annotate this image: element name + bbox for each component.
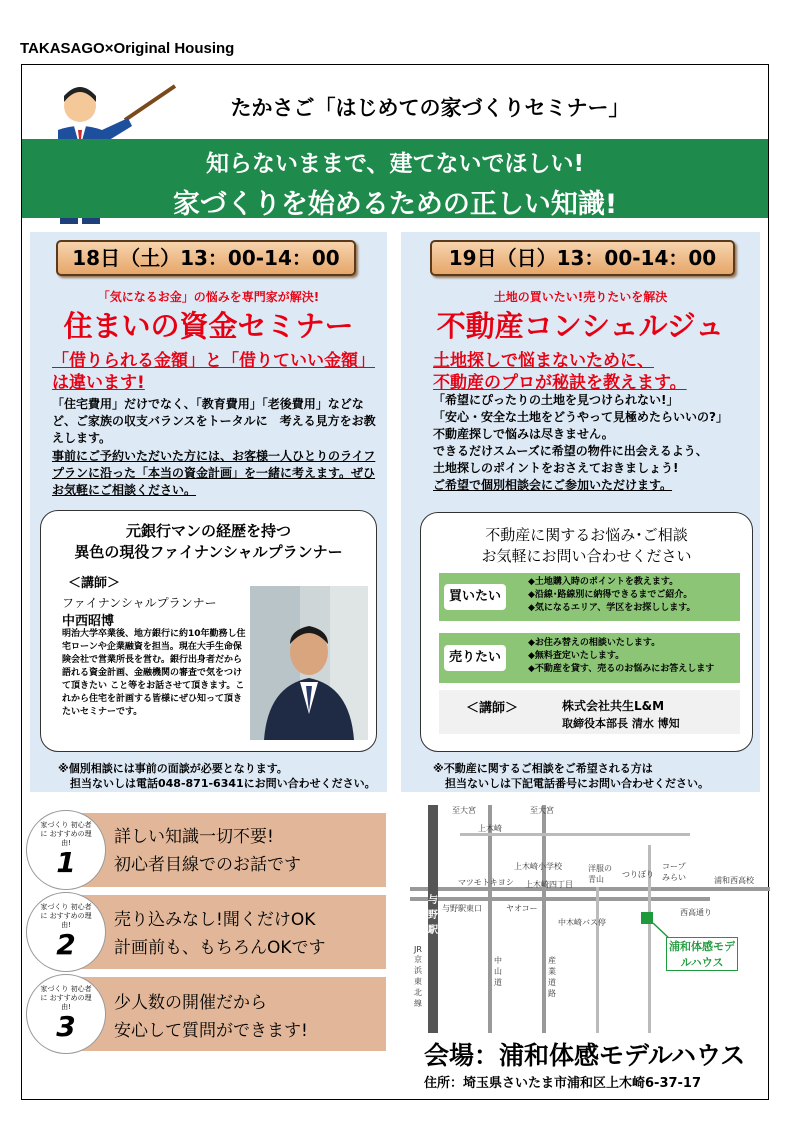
finance-heading: 住まいの資金セミナー [63,309,354,343]
lecturer-role: ファイナンシャルプランナー [62,596,217,610]
reason-badge-text: 家づくり 初心者に おすすめの理由! [40,903,92,929]
lecturer-name: 中西昭博 [62,614,115,629]
realestate-lead-1: 土地探しで悩まないために、 [433,351,654,371]
realestate-body-line: できるだけスムーズに希望の物件に出会えるよう、 [433,444,708,458]
lecturer-bio: 明治大学卒業後、地方銀行に約10年勤務し住宅ローンや企業融資を担当。現在大手生命保険会社で営業所長を営む。銀行出身者だから語れる資金計画、金融機関の審査で気をつけて頂きたい こと等をお話させて頂きます。これから住宅を計画する皆様にぜひ知って頂きたいセミナーです。 [62,629,246,717]
finance-box-title-1: 元銀行マンの経歴を持つ [125,522,291,540]
realestate-tagline: 土地の買いたい!売りたいを解決 [493,290,668,304]
realestate-body [433,392,763,494]
map-label: 上木崎四丁目 [525,880,573,889]
reason-2-line-1: 売り込みなし!聞くだけOK [114,910,316,930]
map-label: 中山道 [494,956,502,987]
map-label: JR京浜東北線 [414,945,422,1008]
buy-label: 買いたい [444,584,506,610]
map-label: コープみらい [662,862,686,882]
realestate-box-title-2: お気軽にお問い合わせください [481,547,692,565]
realestate-body-line: 「希望にぴったりの土地を見つけられない!」 [433,393,679,407]
venue-label: 会場：浦和体感モデルハウス [424,1041,746,1070]
reason-badge-1 [26,810,106,890]
reason-1-line-2: 初心者目線でのお話です [114,855,301,875]
finance-note-2: 担当ないしは電話048-871-6341にお問い合わせください。 [70,777,376,790]
realestate-body-line: 不動産探しで悩みは尽きません。 [433,427,614,441]
map-label: 浦和西高校 [714,876,754,885]
finance-body: 「住宅費用」だけでなく、「教育費用」「老後費用」などなど、ご家族の収支バランスをトータルに 考える見方をお教えします。 [52,397,376,445]
access-map [410,805,770,1033]
reason-badge-text: 家づくり 初心者に おすすめの理由! [40,985,92,1011]
buy-item: ◆土地購入時のポイントを教えます。 [528,577,679,587]
realestate-company: 株式会社共生L&M [562,699,665,713]
map-label: 至大宮 [452,806,476,815]
buy-item: ◆沿線･路線別に納得できるまでご紹介。 [528,590,693,600]
finance-box-title-2: 異色の現役ファイナンシャルプランナー [74,543,343,561]
reason-number: 1 [56,846,76,879]
destination-marker [641,912,653,924]
realestate-heading: 不動産コンシェルジュ [436,309,725,343]
realestate-body-underlined: ご希望で個別相談会にご参加いただけます。 [433,478,673,492]
map-label: 中木崎バス停 [558,918,606,927]
reason-number: 3 [56,1010,76,1043]
reason-1-line-1: 詳しい知識一切不要! [114,827,274,847]
reason-badge-2 [26,892,106,972]
venue-address: 住所：埼玉県さいたま市浦和区上木崎6-37-17 [424,1076,702,1091]
headline-line-1: 知らないままで、建てないでほしい! [205,151,585,177]
realestate-body-line: 土地探しのポイントをおさえておきましょう! [433,461,679,475]
reason-number: 2 [56,928,76,961]
finance-tagline: 「気になるお金」の悩みを専門家が解決! [97,290,320,304]
lecturer-photo [250,586,368,740]
realestate-lecturer-label: ＜講師＞ [466,701,519,716]
finance-body-underlined: 事前にご予約いただいた方には、お客様一人ひとりのライフプランに沿った「本当の資金計画」を一緒に考えます。ぜひお気軽にご相談ください。 [52,449,376,497]
map-label: 至大宮 [530,806,554,815]
map-label: ヤオコー [506,904,538,913]
buy-item: ◆気になるエリア、学区をお探しします。 [528,603,696,613]
finance-lecturer-label: ＜講師＞ [68,576,121,591]
map-label: 産業道路 [548,956,556,998]
reason-badge-3 [26,974,106,1054]
realestate-lecturer-name: 取締役本部長 清水 博知 [562,717,680,730]
realestate-note-1: ※不動産に関するご相談をご希望される方は [433,762,653,775]
map-label: 西高通り [680,908,712,917]
map-label: 与野駅東口 [442,904,482,913]
finance-note-1: ※個別相談には事前の面談が必要となります。 [58,762,288,775]
reason-3-line-2: 安心して質問ができます! [114,1021,308,1041]
reason-badge-text: 家づくり 初心者に おすすめの理由! [40,821,92,847]
map-label: つりぼり [622,870,654,879]
realestate-note-2: 担当ないしは下記電話番号にお問い合わせください。 [445,777,709,790]
buy-items [528,576,695,615]
sell-items [528,637,714,676]
seminar-title: たかさご「はじめての家づくりセミナー」 [230,96,630,120]
sell-item: ◆不動産を貸す、売るのお悩みにお答えします [528,664,715,674]
realestate-body-line: 「安心・安全な土地をどうやって見極めたらいいの?」 [433,410,728,424]
sell-item: ◆無料査定いたします。 [528,651,625,661]
sell-label: 売りたい [444,645,506,671]
map-label: マツモトキヨシ [458,878,514,887]
sell-item: ◆お住み替えの相談いたします。 [528,638,661,648]
reason-2-line-2: 計画前も、もちろんOKです [114,938,326,958]
map-label: 上木崎小学校 [514,862,562,871]
headline-band [22,139,768,218]
realestate-lead-2: 不動産のプロが秘訣を教えます。 [433,373,687,393]
destination-label: 浦和体感モデルハウス [666,937,738,971]
realestate-date-badge: 19日（日）13：00-14：00 [430,240,735,276]
map-label: 洋服の青山 [588,864,612,884]
map-label: 与野駅 [428,891,438,936]
reason-3-line-1: 少人数の開催だから [114,993,267,1013]
finance-lead: 「借りられる金額」と「借りていい金額」は違います! [52,351,375,393]
map-label: 上木崎 [478,824,502,833]
headline-line-2: 家づくりを始めるための正しい知識! [172,189,618,220]
realestate-box-title-1: 不動産に関するお悩み･ご相談 [485,526,688,544]
brand-label: TAKASAGO×Original Housing [20,40,235,57]
finance-date-badge: 18日（土）13：00-14：00 [56,240,356,276]
